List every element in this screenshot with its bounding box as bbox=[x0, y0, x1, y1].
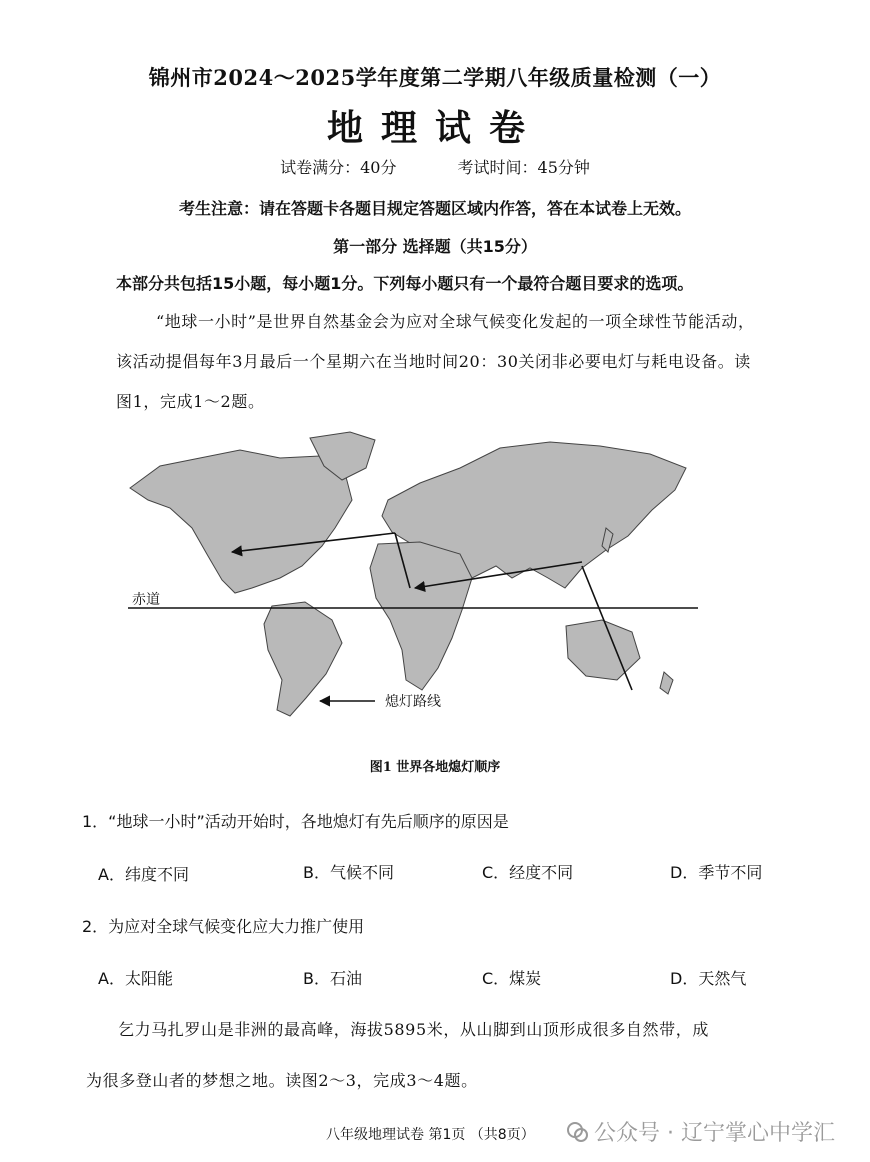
north-america-shape bbox=[130, 450, 352, 593]
question-2-option-b: B．石油 bbox=[303, 969, 362, 988]
exam-title: 地理试卷 bbox=[326, 107, 543, 149]
legend-label: 熄灯路线 bbox=[385, 694, 441, 710]
full-score: 试卷满分：40分 bbox=[280, 158, 397, 177]
watermark bbox=[566, 1116, 835, 1147]
exam-time: 考试时间：45分钟 bbox=[457, 158, 590, 177]
exam-meta bbox=[0, 155, 870, 178]
passage1-line2: 该活动提倡每年3月最后一个星期六在当地时间20：30关闭非必要电灯与耗电设备。读 bbox=[116, 352, 751, 371]
new-zealand-shape bbox=[660, 672, 673, 694]
question-1-option-d: D．季节不同 bbox=[670, 863, 763, 882]
page-footer: 八年级地理试卷 第1页 （共8页） bbox=[326, 1127, 535, 1143]
australia-shape bbox=[566, 620, 640, 680]
question-2-option-c: C．煤炭 bbox=[482, 969, 542, 988]
question-2-option-a: A．太阳能 bbox=[98, 969, 173, 988]
exam-header: 锦州市2024～2025学年度第二学期八年级质量检测（一） bbox=[148, 65, 722, 90]
africa-shape bbox=[370, 542, 472, 690]
wechat-icon bbox=[566, 1121, 588, 1143]
passage2-line2: 为很多登山者的梦想之地。读图2～3，完成3～4题。 bbox=[86, 1071, 478, 1090]
continents bbox=[130, 432, 686, 716]
question-1-option-a: A．纬度不同 bbox=[98, 865, 189, 884]
south-america-shape bbox=[264, 602, 342, 716]
part-title: 第一部分 选择题（共15分） bbox=[333, 237, 537, 256]
passage1-line3: 图1，完成1～2题。 bbox=[116, 392, 265, 411]
watermark-text: 公众号 · 辽宁掌心中学汇 bbox=[594, 1121, 835, 1146]
exam-notice: 考生注意：请在答题卡各题目规定答题区域内作答，答在本试卷上无效。 bbox=[178, 199, 691, 218]
question-1-option-b: B．气候不同 bbox=[303, 863, 394, 882]
passage2-line1: 乞力马扎罗山是非洲的最高峰，海拔5895米，从山脚到山顶形成很多自然带，成 bbox=[118, 1020, 709, 1039]
passage1-line1: “地球一小时”是世界自然基金会为应对全球气候变化发起的一项全球性节能活动， bbox=[156, 312, 755, 331]
world-map-figure bbox=[120, 428, 710, 723]
equator-label: 赤道 bbox=[132, 592, 160, 608]
figure-caption: 图1 世界各地熄灯顺序 bbox=[369, 760, 501, 775]
question-1-stem: 1．“地球一小时”活动开始时，各地熄灯有先后顺序的原因是 bbox=[82, 812, 509, 831]
question-1-option-c: C．经度不同 bbox=[482, 863, 574, 882]
section-instruction: 本部分共包括15小题，每小题1分。下列每小题只有一个最符合题目要求的选项。 bbox=[116, 274, 694, 293]
question-2-stem: 2．为应对全球气候变化应大力推广使用 bbox=[82, 917, 365, 936]
question-2-option-d: D．天然气 bbox=[670, 969, 747, 988]
